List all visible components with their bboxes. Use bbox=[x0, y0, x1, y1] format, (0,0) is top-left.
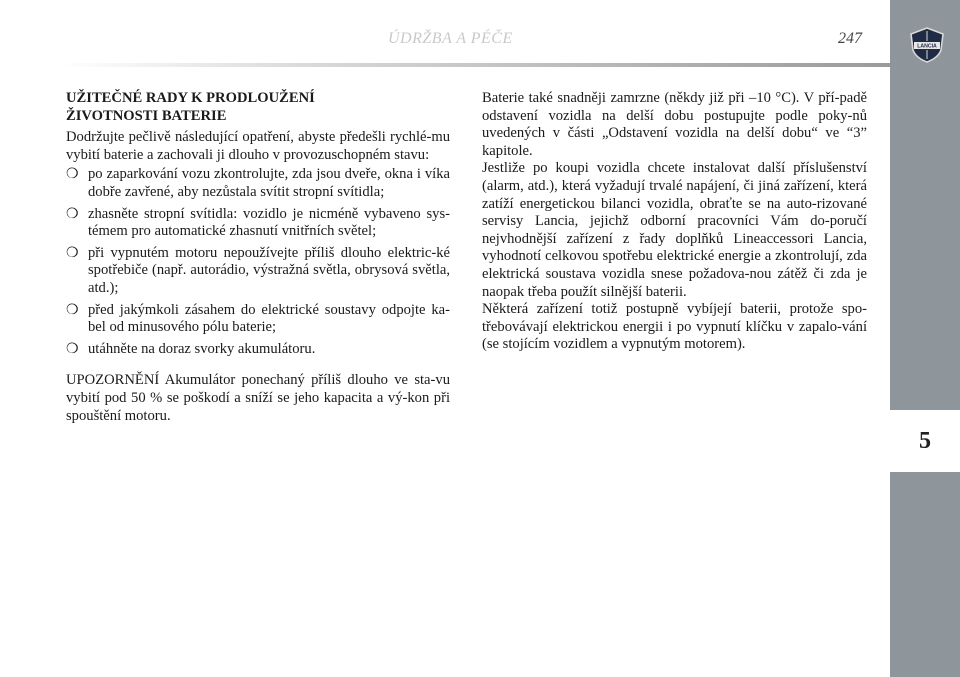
logo-lettering: LANCIA bbox=[917, 43, 937, 50]
intro-paragraph: Dodržujte pečlivě následující opatření, abyste předešli rychlé-mu vybití baterie a zachovali ji dlouho v provozuschopném stavu: bbox=[66, 129, 450, 163]
left-column bbox=[66, 90, 450, 425]
list-item-text: před jakýmkoli zásahem do elektrické soustavy odpojte ka-bel od minusového pólu baterie; bbox=[88, 301, 450, 336]
page-header bbox=[0, 28, 890, 62]
bullet-circle-icon: ❍ bbox=[66, 167, 79, 183]
chapter-side-tab bbox=[890, 0, 960, 677]
drain-paragraph: Některá zařízení totiž postupně vybíjejí baterii, protože spo-třebovávají elektrickou energii i po vypnutí klíčku v zapalo-vání (se stojícím vozidlem a vypnutým motorem). bbox=[482, 301, 867, 353]
bullet-circle-icon: ❍ bbox=[66, 245, 79, 261]
running-title: ÚDRŽBA A PÉČE bbox=[388, 30, 513, 47]
accessories-paragraph: Jestliže po koupi vozidla chcete instalovat další příslušenství (alarm, atd.), která vyžadují trvalé napájení, či jiná zařízení, která zatíží energetickou bilanci vozidla, obraťte se na auto-rizované servisy Lancia, jejichž odborní pracovníci Vám do-poručí nejvhodnější zařízení z řady doplňků Lineaccessori Lancia, vyhodnotí celkovou spotřebu elektrické energie a zkontrolují, zda elektrická soustava vozidla snese požadova-nou zátěž či zda je naopak třeba použít silnější baterii. bbox=[482, 160, 867, 300]
section-heading bbox=[66, 90, 450, 125]
bullet-circle-icon: ❍ bbox=[66, 341, 79, 357]
chapter-number: 5 bbox=[890, 410, 960, 472]
list-item-text: při vypnutém motoru nepoužívejte příliš dlouho elektric-ké spotřebiče (např. autorádio, výstražná světla, obrysová světla, atd.); bbox=[88, 244, 450, 296]
list-item-text: po zaparkování vozu zkontrolujte, zda jsou dveře, okna i víka dobře zavřené, aby nezůstala svítit stropní svítidla; bbox=[88, 166, 450, 200]
freeze-paragraph: Baterie také snadněji zamrzne (někdy již při –10 °C). V pří-padě odstavení vozidla na delší dobu postupujte podle poky-nů uvedených v části „Odstavení vozidla na delší dobu“ ve “3” kapitole. bbox=[482, 90, 867, 159]
list-item-text: zhasněte stropní svítidla: vozidlo je nicméně vybaveno sys-témem pro automatické zhasnutí vnitřních světel; bbox=[88, 205, 450, 240]
header-rule bbox=[60, 63, 890, 67]
right-column bbox=[482, 90, 867, 354]
page-number: 247 bbox=[838, 30, 862, 47]
bullet-circle-icon: ❍ bbox=[66, 302, 79, 318]
list-item bbox=[66, 341, 450, 359]
list-item-text: utáhněte na doraz svorky akumulátoru. bbox=[88, 340, 316, 357]
list-item bbox=[66, 206, 450, 241]
lancia-logo-icon bbox=[908, 26, 946, 64]
warning-paragraph: UPOZORNĚNÍ Akumulátor ponechaný příliš dlouho ve sta-vu vybití pod 50 % se poškodí a sníží se jeho kapacita a vý-kon při spouštění motoru. bbox=[66, 372, 450, 424]
list-item bbox=[66, 302, 450, 337]
bullet-circle-icon: ❍ bbox=[66, 206, 79, 222]
list-item bbox=[66, 245, 450, 298]
tips-list bbox=[66, 166, 450, 358]
section-heading-line2: ŽIVOTNOSTI BATERIE bbox=[66, 107, 227, 124]
list-item bbox=[66, 166, 450, 201]
section-heading-line1: UŽITEČNÉ RADY K PRODLOUŽENÍ bbox=[66, 90, 315, 106]
